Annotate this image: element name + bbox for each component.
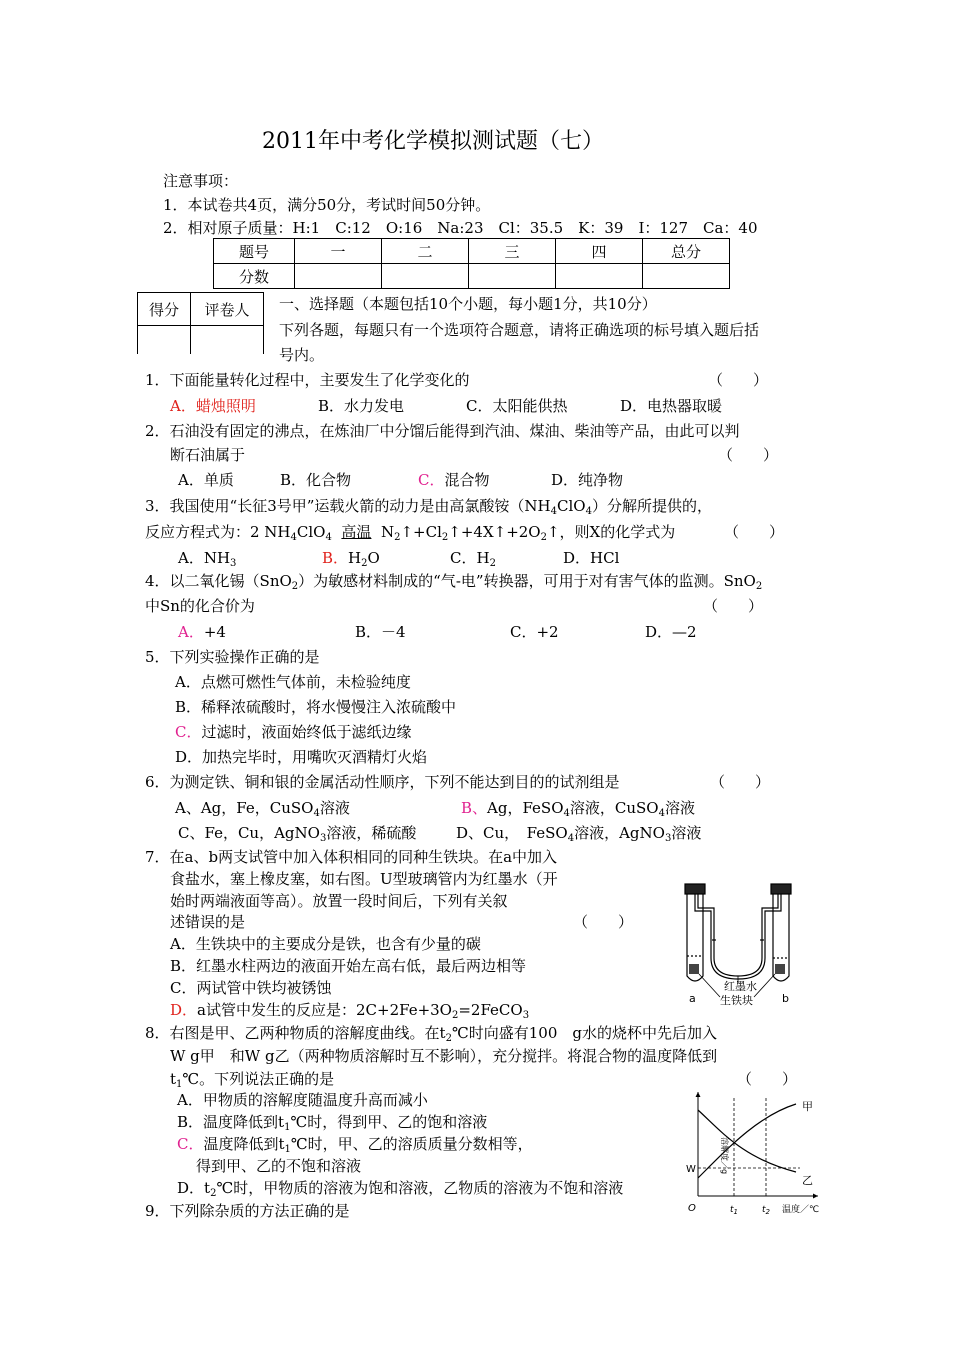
- q7-option-a: A．生铁块中的主要成分是铁，也含有少量的碳: [170, 935, 481, 953]
- q5-option-b: B．稀释浓硫酸时，将水慢慢注入浓硫酸中: [175, 698, 457, 716]
- curve-jia: [698, 1104, 796, 1178]
- grader-name-label: 评卷人: [191, 293, 264, 326]
- red-ink-label: 红墨水: [724, 980, 757, 993]
- u-tube-apparatus-figure: [676, 878, 800, 1008]
- score-cell[interactable]: [643, 264, 730, 289]
- score-cell[interactable]: [469, 264, 556, 289]
- score-table: [213, 238, 730, 289]
- section1-instr: 号内。: [279, 346, 325, 364]
- q1-option-b: B．水力发电: [318, 397, 405, 415]
- q1-option-a: A．蜡烛照明: [170, 397, 256, 415]
- notice-item-2: 2．相对原子质量：H:1 C:12 O:16 Na:23 Cl：35.5 K：39 I：127 Ca：40: [163, 219, 758, 237]
- q5-option-a: A．点燃可燃性气体前，未检验纯度: [175, 673, 411, 691]
- q5-option-d: D．加热完毕时，用嘴吹灭酒精灯火焰: [175, 748, 428, 766]
- q7-option-b: B．红墨水柱两边的液面开始左高右低，最后两边相等: [170, 957, 527, 975]
- q2-option-d: D．纯净物: [551, 471, 624, 489]
- q4-option-d: D．—2: [645, 623, 697, 641]
- score-header: 三: [469, 239, 556, 264]
- grader-table: [137, 292, 264, 354]
- q2-option-b: B．化合物: [280, 471, 352, 489]
- series-label-jia: 甲: [802, 1100, 813, 1113]
- notice-item-1: 1．本试卷共4页，满分50分，考试时间50分钟。: [163, 196, 491, 214]
- q7-answer-paren[interactable]: （ ）: [573, 913, 634, 931]
- grader-score-cell[interactable]: [138, 326, 191, 355]
- q1-option-c: C．太阳能供热: [466, 397, 568, 415]
- q6-stem: 6．为测定铁、铜和银的金属活动性顺序，下列不能达到目的的试剂组是: [145, 773, 620, 791]
- grader-score-label: 得分: [138, 293, 191, 326]
- q5-option-c: C．过滤时，液面始终低于滤纸边缘: [175, 723, 412, 741]
- q8-option-d: D．$t_2℃$时，甲物质的溶液为饱和溶液，乙物质的溶液为不饱和溶液: [177, 1179, 624, 1199]
- q4-answer-paren[interactable]: （ ）: [703, 597, 764, 615]
- q3-answer-paren[interactable]: （ ）: [724, 523, 785, 541]
- q8-option-a: A．甲物质的溶解度随温度升高而减小: [177, 1091, 428, 1109]
- tube-b-label: b: [782, 992, 789, 1005]
- q7-option-c: C．两试管中铁均被锈蚀: [170, 979, 332, 997]
- score-header: 一: [295, 239, 382, 264]
- score-row-label: 分数: [214, 264, 295, 289]
- right-iron-block: [775, 964, 785, 974]
- q3-equation: 反应方程式为：2 $NH_4ClO_4$ 高温 $N_2↑+Cl_2↑+4X↑+2O_2↑$，则X的化学式为: [145, 523, 676, 543]
- q6-option-d: D、Cu， FeSO$_4$溶液，AgNO$_3$溶液: [456, 824, 702, 844]
- score-cell[interactable]: [556, 264, 643, 289]
- section1-instr: 下列各题，每题只有一个选项符合题意，请将正确选项的标号填入题后括: [279, 321, 760, 339]
- x-tick-t1: $t_1$: [730, 1205, 738, 1216]
- origin-label: O: [688, 1203, 696, 1214]
- q8-stem: 8．右图是甲、乙两种物质的溶解度曲线。在$t_2℃$时向盛有100 g水的烧杯中先后加入: [145, 1024, 717, 1044]
- q5-stem: 5．下列实验操作正确的是: [145, 648, 320, 666]
- q9-stem: 9．下列除杂质的方法正确的是: [145, 1202, 350, 1220]
- q1-option-d: D．电热器取暖: [620, 397, 723, 415]
- grader-name-cell[interactable]: [191, 326, 264, 355]
- q8-stem: $t_1℃$。下列说法正确的是: [170, 1070, 335, 1090]
- q3-condition: 高温: [341, 523, 372, 541]
- score-header: 总分: [643, 239, 730, 264]
- score-header: 二: [382, 239, 469, 264]
- score-header: 题号: [214, 239, 295, 264]
- q7-stem: 述错误的是: [170, 913, 246, 931]
- y-tick-w: W: [686, 1164, 696, 1175]
- q1-stem: 1．下面能量转化过程中，主要发生了化学变化的: [145, 371, 470, 389]
- series-label-yi: 乙: [802, 1174, 813, 1187]
- q7-stem: 7．在a、b两支试管中加入体积相同的同种生铁块。在a中加入: [145, 848, 558, 866]
- q8-option-c: C．温度降低到$t_1℃$时，甲、乙的溶质质量分数相等，: [177, 1135, 533, 1155]
- q4-option-c: C．+2: [510, 623, 559, 641]
- q8-answer-paren[interactable]: （ ）: [737, 1070, 798, 1088]
- q7-stem: 食盐水，塞上橡皮塞，如右图。U型玻璃管内为红墨水（开: [170, 870, 558, 888]
- q3-stem: 3．我国使用“长征3号甲”运载火箭的动力是由高氯酸铵$(NH_4ClO_4)$分解所提供的，: [145, 497, 712, 517]
- notice-heading: 注意事项：: [163, 172, 239, 190]
- q3-option-d: D．HCl: [563, 549, 620, 567]
- q2-stem: 2．石油没有固定的沸点，在炼油厂中分馏后能得到汽油、煤油、柴油等产品，由此可以判: [145, 422, 740, 440]
- left-stopper: [685, 884, 705, 894]
- q6-option-a: A、Ag，Fe，CuSO$_4$溶液: [175, 799, 350, 819]
- red-ink: [714, 940, 762, 976]
- q6-option-c: C、Fe，Cu，AgNO$_3$溶液，稀硫酸: [178, 824, 417, 844]
- q1-answer-paren[interactable]: （ ）: [708, 371, 769, 389]
- q6-answer-paren[interactable]: （ ）: [710, 773, 771, 791]
- q3-option-c: C．$H_2$: [450, 549, 496, 569]
- q8-stem: W g甲 和W g乙（两种物质溶解时互不影响），充分搅拌。将混合物的温度降低到: [170, 1047, 718, 1065]
- left-iron-block: [689, 964, 699, 974]
- page-title: 2011年中考化学模拟测试题（七）: [262, 129, 604, 154]
- score-header: 四: [556, 239, 643, 264]
- right-stopper: [771, 884, 791, 894]
- q6-option-b: B、Ag，FeSO$_4$溶液，CuSO$_4$溶液: [461, 799, 695, 819]
- q8-option-b: B．温度降低到$t_1℃$时，得到甲、乙的饱和溶液: [177, 1113, 488, 1133]
- score-cell[interactable]: [295, 264, 382, 289]
- q2-answer-paren[interactable]: （ ）: [718, 446, 779, 464]
- tube-a-label: a: [689, 992, 696, 1005]
- q8-option-c-cont: 得到甲、乙的不饱和溶液: [196, 1157, 362, 1175]
- q2-option-a: A．单质: [178, 471, 234, 489]
- q4-option-b: B．－4: [355, 623, 406, 641]
- u-tube: [698, 894, 778, 976]
- q4-option-a: A．+4: [178, 623, 226, 641]
- x-tick-t2: $t_2$: [762, 1205, 770, 1216]
- iron-block-label: 生铁块: [720, 994, 753, 1007]
- q2-stem: 断石油属于: [170, 446, 246, 464]
- solubility-chart: [678, 1088, 830, 1220]
- q2-option-c: C．混合物: [418, 471, 490, 489]
- q3-option-a: A．$NH_3$: [178, 549, 237, 569]
- q4-stem: 4．以二氧化锡（SnO$_2$）为敏感材料制成的“气-电”转换器，可用于对有害气体的监测。SnO$_2$: [145, 572, 763, 592]
- q7-option-d: D．a试管中发生的反应是：$2C+2Fe+3O_2=2FeCO_3$: [170, 1001, 530, 1021]
- y-axis-label: 溶解度／g: [720, 1137, 729, 1175]
- score-cell[interactable]: [382, 264, 469, 289]
- section1-title: 一、选择题（本题包括10个小题，每小题1分，共10分）: [279, 295, 657, 313]
- q3-option-b: B．$H_2O$: [322, 549, 380, 569]
- q7-stem: 始时两端液面等高）。放置一段时间后，下列有关叙: [170, 892, 508, 910]
- x-axis-label: 温度／℃: [782, 1205, 820, 1215]
- q4-stem: 中Sn的化合价为: [145, 597, 255, 615]
